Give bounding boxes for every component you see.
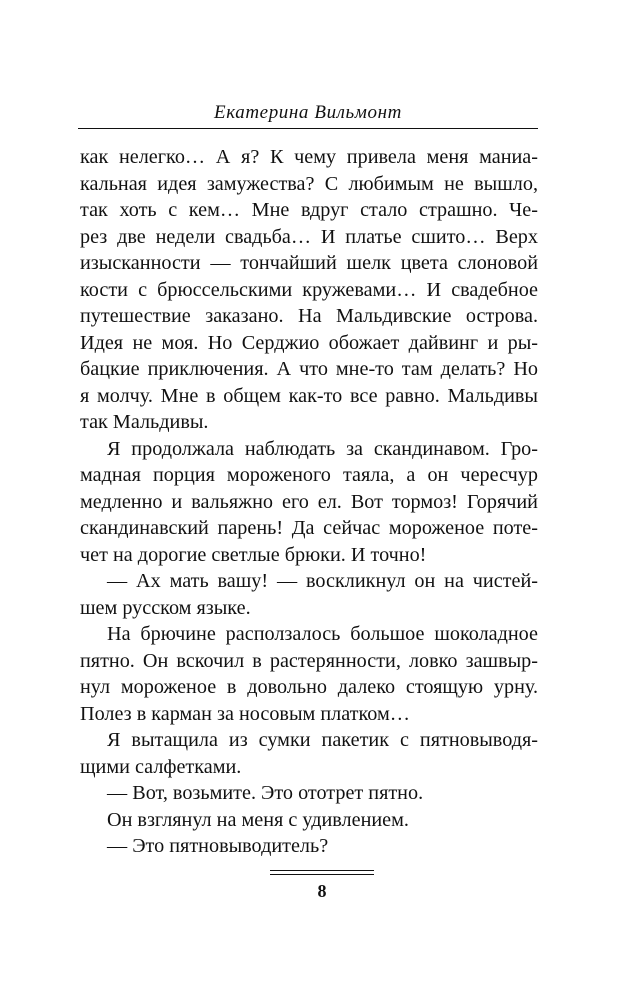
page-body <box>80 144 538 860</box>
text-line: так хоть с кем… Мне вдруг стало страшно. Че- <box>80 199 538 221</box>
text-line: путешествие заказано. На Мальдивские острова. <box>80 305 538 327</box>
text-line: шем русском языке. <box>80 596 251 619</box>
text-line: скандинавский парень! Да сейчас мороженое потe- <box>80 517 538 539</box>
text-line: — Это пятновыводитель? <box>107 835 329 857</box>
header-divider <box>78 128 538 129</box>
text-line: Полез в карман за носовым платком… <box>80 702 410 725</box>
text-line: нул мороженое в довольно далеко стоящую урну. <box>80 676 538 698</box>
text-line: рез две недели свадьба… И платье сшито… Верх <box>80 225 538 248</box>
text-line: чет на дорогие светлые брюки. И точно! <box>80 543 427 566</box>
text-line: На брючине расползалось большое шоколадное <box>107 623 538 645</box>
text-line: — Вот, возьмите. Это ототрет пятно. <box>107 782 424 804</box>
footer-divider-top <box>270 870 374 871</box>
text-line: кости с брюссельскими кружевами… И свадебное <box>80 278 538 301</box>
text-line: я молчу. Мне в общем как-то все равно. Мальдивы <box>80 384 538 407</box>
page-number: 8 <box>317 881 327 901</box>
text-line: Идея не моя. Но Серджио обожает дайвинг и ры- <box>80 331 538 354</box>
page-footer <box>270 870 374 902</box>
text-line: пятно. Он вскочил в растерянности, ловко зашвыр- <box>80 649 538 672</box>
text-line: кальная идея замужества? С любимым не вышло, <box>80 172 538 195</box>
text-line: бацкие приключения. А что мне-то там делать? Но <box>80 358 538 380</box>
text-line: Я продолжала наблюдать за скандинавом. Гро- <box>107 437 538 460</box>
footer-divider-bottom <box>270 874 374 875</box>
text-line: — Ах мать вашу! — воскликнул он на чистей- <box>107 570 538 592</box>
text-line: как нелегко… А я? К чему привела меня маниа- <box>80 146 538 168</box>
text-line: щими салфетками. <box>80 755 242 778</box>
text-line: мадная порция мороженого таяла, а он чересчур <box>80 464 538 486</box>
text-line: Он взглянул на меня с удивлением. <box>107 808 409 831</box>
text-line: так Мальдивы. <box>80 411 209 433</box>
text-line: Я вытащила из сумки пакетик с пятновыводя- <box>107 729 538 751</box>
text-line: изысканности — тончайший шелк цвета слоновой <box>80 252 538 274</box>
running-header <box>78 96 538 132</box>
author-name: Екатерина Вильмонт <box>214 102 402 123</box>
text-line: медленно и вальяжно его ел. Вот тормоз! Горячий <box>80 490 538 513</box>
